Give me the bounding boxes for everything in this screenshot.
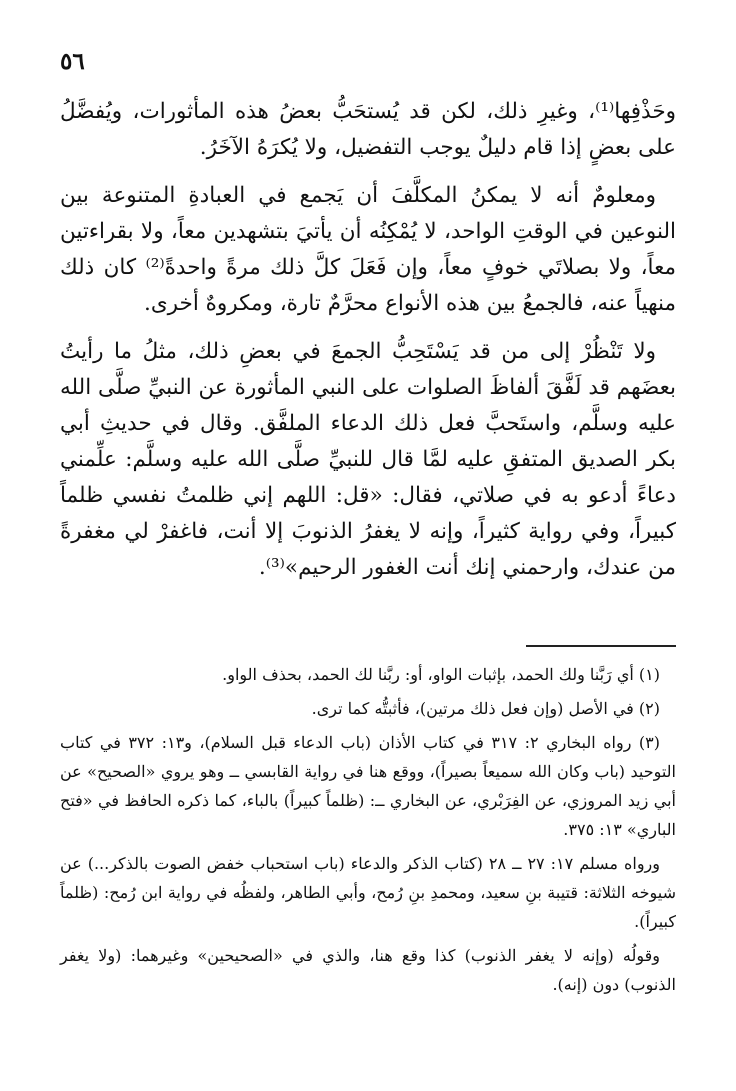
footnote-1: (١) أي رَبَّنا ولك الحمد، بإثبات الواو، أو: ربَّنا لك الحمد، بحذف الواو. — [222, 665, 660, 684]
footnote-3: (٣) رواه البخاري ٢: ٣١٧ في كتاب الأذان (باب الدعاء قبل السلام)، و١٣: ٣٧٢ في كتاب التوحيد (باب وكان الله سميعاً بصيراً)، ووقع هنا في رواية القابسي ــ وهو يروي «الصحيح» عن أبي زيد المروزي، عن الفِرَبْري، عن البخاري ــ: (ظلماً كبيراً) بالباء، كما ذكره الحافظ في «فتح الباري» ١٣: ٣٧٥. — [60, 733, 677, 839]
book-page — [60, 48, 676, 1051]
footnote-3-continued-b: وقولُه (وإنه لا يغفر الذنوب) كذا وقع هنا، والذي في «الصحيحين» وغيرهما: (ولا يغفر الذنوب) دون (إنه). — [60, 946, 676, 994]
page-number: ٥٦ — [60, 48, 85, 75]
footnote-separator — [526, 645, 676, 647]
main-text — [60, 94, 676, 598]
footnote-3-continued-a: ورواه مسلم ١٧: ٢٧ ــ ٢٨ (كتاب الذكر والدعاء (باب استحباب خفض الصوت بالذكر...) عن شيوخه الثلاثة: قتيبة بنِ سعيد، ومحمدِ بنِ رُمح، وأبي الطاهر، ولفظُه في رواية ابن رُمح: (ظلماً كبيراً). — [60, 854, 676, 931]
paragraph-2: ومعلومٌ أنه لا يمكنُ المكلَّفَ أن يَجمع في العبادةِ المتنوعة بين النوعين في الوقتِ الواحد، لا يُمْكِنُه أن يأتيَ بتشهدين معاً، ولا بقراءتين معاً، ولا بصلاتَي خوفٍ معاً، وإن فَعَلَ كلَّ ذلك مرةً واحدةً⁽²⁾ كان ذلك منهياً عنه، فالجمعُ بين هذه الأنواع محرَّمٌ تارة، ومكروهٌ أخرى. — [60, 183, 676, 316]
footnote-2: (٢) في الأصل (وإن فعل ذلك مرتين)، فأثبتُّه كما ترى. — [311, 699, 660, 718]
paragraph-1: وحَذْفِها⁽¹⁾، وغيرِ ذلك، لكن قد يُستحَبُّ بعضُ هذه المأثورات، ويُفضَّلُ على بعضٍ إذا قام دليلٌ يوجب التفضيل، ولا يُكرَهُ الآخَرُ. — [60, 99, 676, 160]
footnotes — [60, 660, 676, 1004]
paragraph-3: ولا تَنْظُرْ إلى من قد يَسْتَحِبُّ الجمعَ في بعضِ ذلك، مثلُ ما رأيتُ بعضَهم قد لَفَّقَ ألفاظَ الصلوات على النبي المأثورة عن النبيِّ صلَّى الله عليه وسلَّم، واستَحبَّ فعل ذلك الدعاء الملفَّق. وقال في حديثِ أبي بكر الصديق المتفقِ عليه لمَّا قال للنبيِّ صلَّى الله عليه وسلَّم: علِّمني دعاءً أدعو به في صلاتي، فقال: «قل: اللهم إني ظلمتُ نفسي ظلماً كبيراً، وفي رواية كثيراً، وإنه لا يغفرُ الذنوبَ إلا أنت، فاغفرْ لي مغفرةً من عندك، وارحمني إنك أنت الغفور الرحيم»⁽³⁾. — [60, 339, 676, 580]
